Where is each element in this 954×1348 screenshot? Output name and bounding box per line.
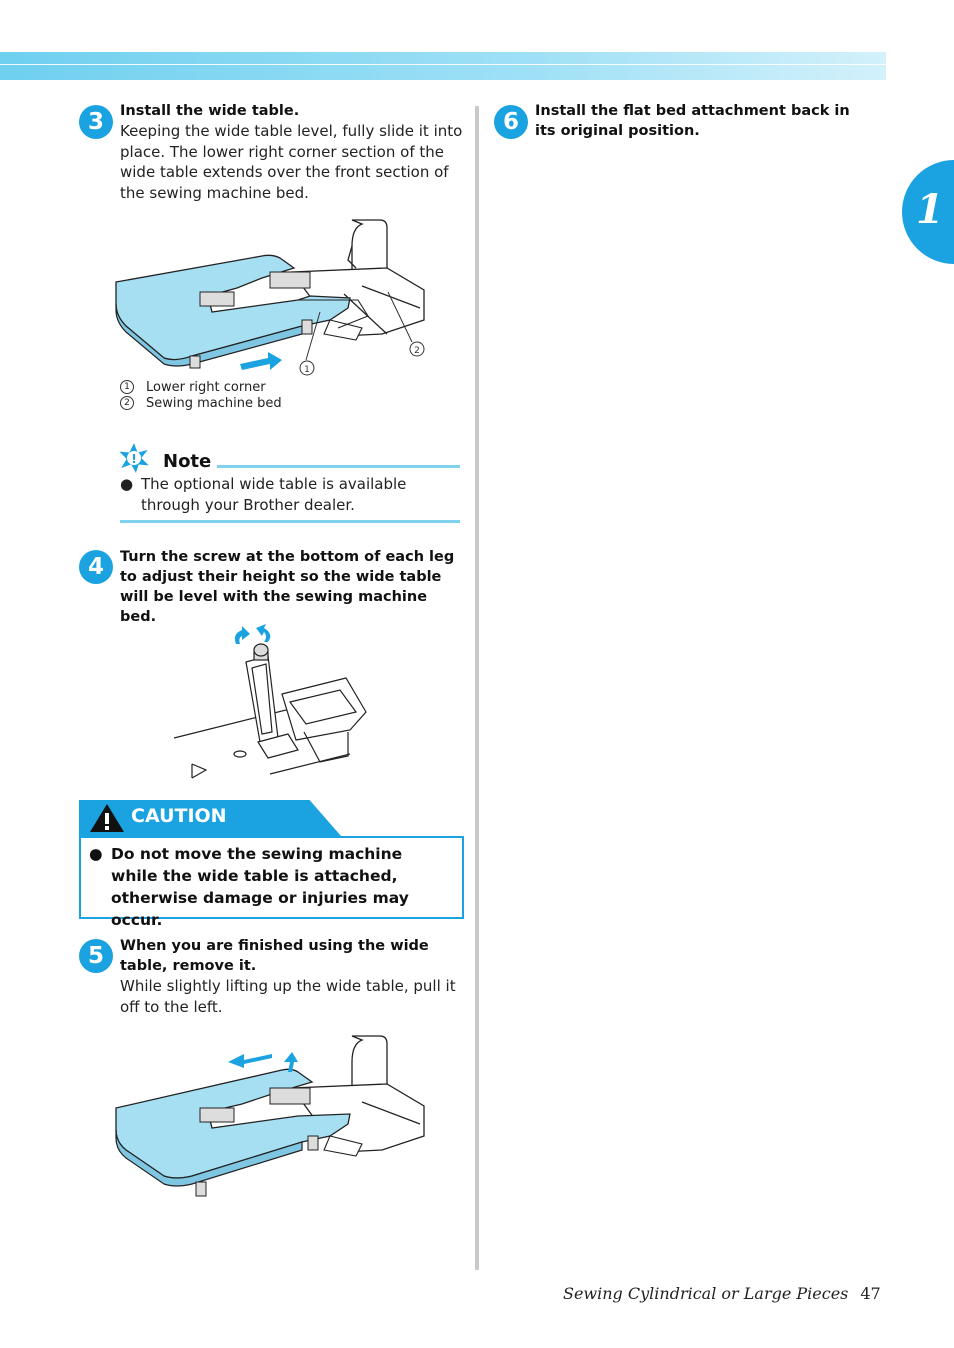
step-4-number: 4 [79,550,113,584]
note-body [120,474,462,515]
step-3-title: Install the wide table. [120,103,300,119]
svg-text:!: ! [131,452,137,466]
caution-bullet: ● [89,845,103,863]
caution-body [89,843,449,931]
legend-item [120,380,282,396]
step-5-number: 5 [79,939,113,973]
leg-adjust-illustration [170,622,370,782]
step-3-text: Keeping the wide table level, fully slide it into place. The lower right corner section of the wide table extends over the front section of the sewing machine bed. [120,122,463,202]
step-5-title: When you are finished using the wide table, remove it. [120,938,429,974]
note-rule-top [217,465,460,468]
chapter-number: 1 [916,186,944,233]
step-6-number: 6 [494,105,528,139]
legend-label: Lower right corner [146,380,266,395]
column-divider [475,106,479,1270]
legend-marker: 2 [120,396,134,410]
note-bullet: ● [120,475,134,493]
caution-title: CAUTION [131,805,227,827]
legend-marker: 1 [120,380,134,394]
step-6-title: Install the flat bed attachment back in its original position. [535,103,850,139]
chapter-tab[interactable] [902,160,954,264]
page-footer [563,1284,881,1303]
legend-item [120,396,282,412]
wide-table-remove-illustration [112,1032,432,1202]
note-rule-bottom [120,520,460,523]
caution-text: Do not move the sewing machine while the wide table is attached, otherwise damage or injuries may occur. [111,845,409,929]
step-5-text: While slightly lifting up the wide table, pull it off to the left. [120,977,456,1016]
step-3-number: 3 [79,105,113,139]
legend-label: Sewing machine bed [146,396,282,411]
note-title: Note [163,451,212,472]
note-text: The optional wide table is available through your Brother dealer. [141,475,407,514]
header-band [0,52,886,80]
warning-triangle-icon [88,802,126,834]
callout-2: 2 [414,346,420,356]
callout-1: 1 [304,365,310,375]
step-3-legend [120,380,282,412]
step-4-title: Turn the screw at the bottom of each leg to adjust their height so the wide table will be level with the sewing machine bed. [120,549,455,625]
page-number: 47 [860,1284,881,1303]
note-star-icon [116,441,152,475]
wide-table-install-illustration [112,216,432,382]
footer-section-title: Sewing Cylindrical or Large Pieces [563,1284,849,1303]
